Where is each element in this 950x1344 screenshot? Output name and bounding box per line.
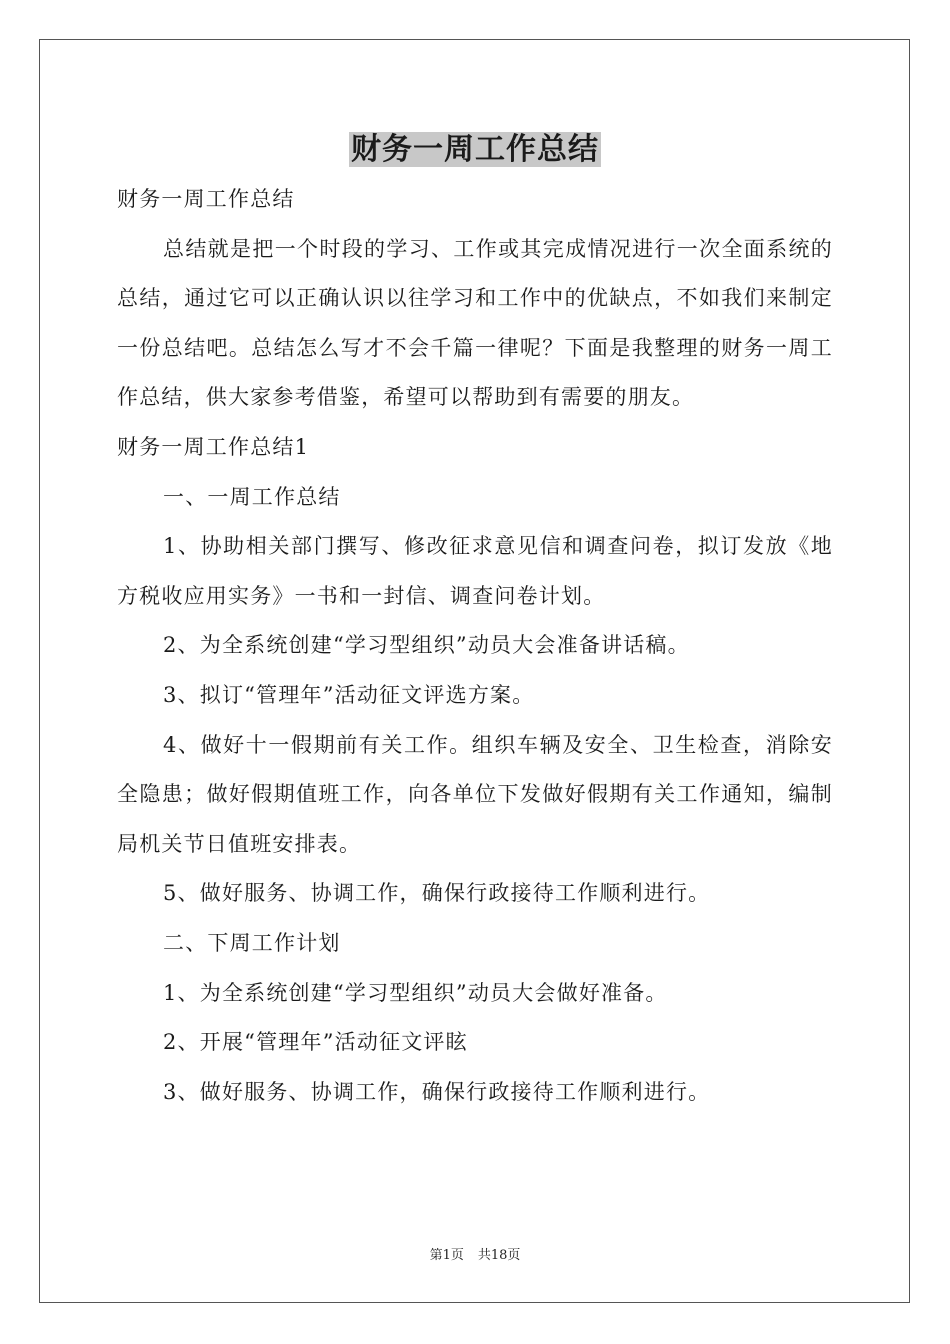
- document-title: 财务一周工作总结: [351, 132, 599, 167]
- document-body: [117, 175, 833, 1117]
- paragraph-part-two: 二、下周工作计划: [163, 930, 341, 955]
- paragraph-item-3: 3、拟订“管理年”活动征文评选方案。: [163, 682, 535, 707]
- paragraph-intro: 总结就是把一个时段的学习、工作或其完成情况进行一次全面系统的总结，通过它可以正确认识以往学习和工作中的优缺点，不如我们来制定一份总结吧。总结怎么写才不会千篇一律呢？下面是我整理的财务一周工作总结，供大家参考借鉴，希望可以帮助到有需要的朋友。: [117, 236, 833, 410]
- paragraph-section-title: 财务一周工作总结1: [117, 434, 310, 459]
- paragraph-plan-1: 1、为全系统创建“学习型组织”动员大会做好准备。: [163, 980, 668, 1005]
- page-footer: [0, 1247, 950, 1265]
- paragraph-plan-3: 3、做好服务、协调工作，确保行政接待工作顺利进行。: [163, 1079, 711, 1104]
- page-number: 第1页: [429, 1248, 464, 1263]
- paragraph-heading: 财务一周工作总结: [117, 187, 295, 211]
- paragraph-item-1: 1、协助相关部门撰写、修改征求意见信和调查问卷，拟订发放《地方税收应用实务》一书和一封信、调查问卷计划。: [117, 534, 833, 608]
- paragraph-item-4: 4、做好十一假期前有关工作。组织车辆及安全、卫生检查，消除安全隐患；做好假期值班工作，向各单位下发做好假期有关工作通知，编制局机关节日值班安排表。: [117, 732, 833, 856]
- page-total: 共18页: [477, 1248, 521, 1263]
- paragraph-plan-2: 2、开展“管理年”活动征文评眩: [163, 1030, 468, 1055]
- document-title-wrapper: [0, 128, 950, 172]
- paragraph-item-5: 5、做好服务、协调工作，确保行政接待工作顺利进行。: [163, 881, 711, 906]
- paragraph-part-one: 一、一周工作总结: [163, 484, 341, 509]
- paragraph-item-2: 2、为全系统创建“学习型组织”动员大会准备讲话稿。: [163, 633, 690, 658]
